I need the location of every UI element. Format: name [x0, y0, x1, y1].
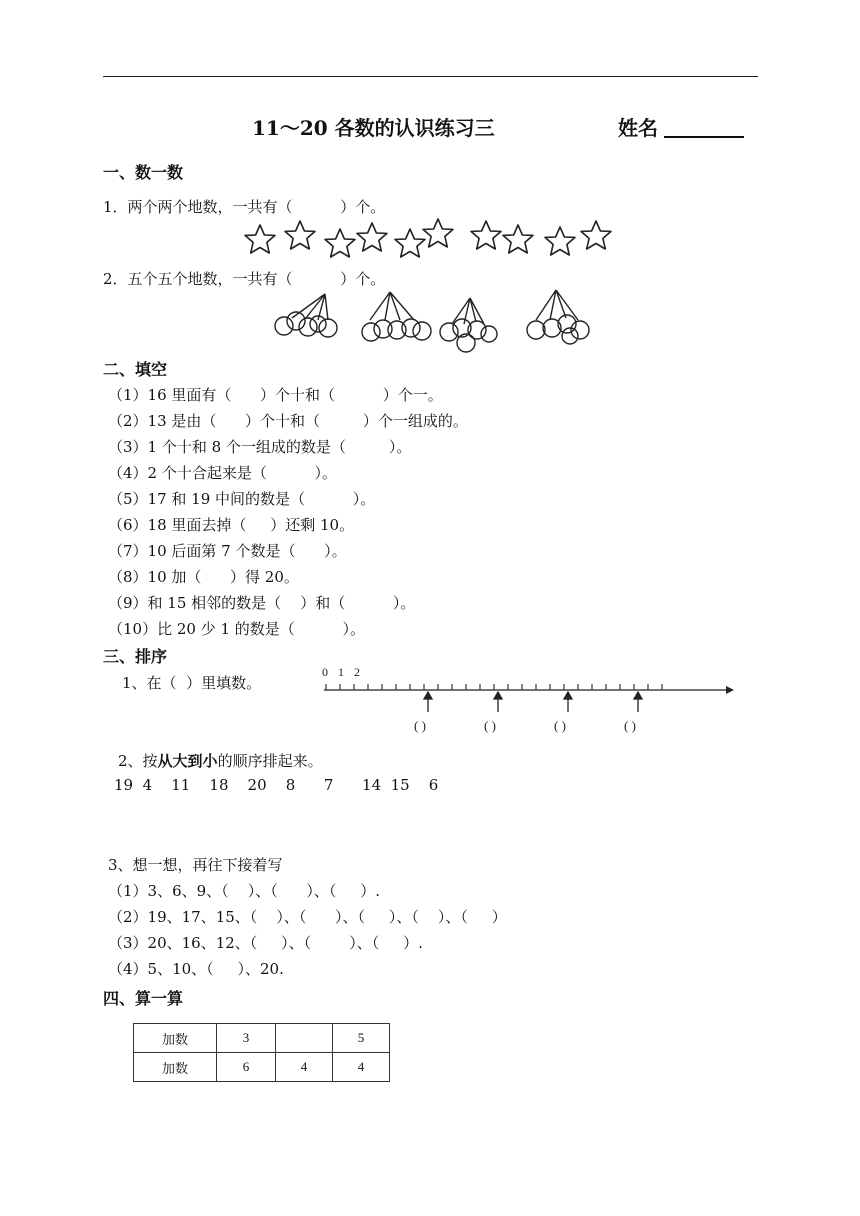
section3-heading: 三、排序 [103, 647, 168, 666]
fill-blank-item: （6）18 里面去掉（ ）还剩 10。 [108, 516, 355, 534]
section2-heading: 二、填空 [103, 360, 168, 379]
star-icon [325, 229, 355, 257]
tick-label: 0 [322, 665, 328, 679]
star-icon [285, 221, 315, 249]
numbers-to-sort: 19 4 11 18 20 8 7 14 15 6 [114, 776, 439, 794]
sort-question-2 [118, 750, 323, 771]
sequence-item: （4）5、10、（ ）、20. [108, 960, 284, 978]
answer-blank: ( ) [414, 718, 426, 733]
sort-question-1: 1、在（ ）里填数。 [122, 674, 262, 692]
star-icon [471, 221, 501, 249]
table-row [134, 1024, 390, 1053]
question-1: 1．两个两个地数，一共有（ ）个。 [103, 198, 386, 216]
sequence-question: 3、想一想，再往下接着写 [108, 856, 283, 874]
table-cell: 4 [276, 1053, 333, 1082]
fill-blank-item: （2）13 是由（ ）个十和（ ）个一组成的。 [108, 412, 468, 430]
cherry-bunch-icon [362, 292, 431, 341]
sort-q2-suffix: 的顺序排起来。 [217, 752, 323, 770]
addition-table [133, 1023, 390, 1082]
cherries-illustration [270, 288, 600, 356]
fill-blank-item: （8）10 加（ ）得 20。 [108, 568, 299, 586]
tick-label: 1 [338, 665, 344, 679]
section4-heading: 四、算一算 [103, 989, 184, 1008]
table-cell: 加数 [134, 1024, 217, 1053]
name-blank-line [664, 136, 744, 138]
table-cell: 5 [333, 1024, 390, 1053]
tick-label: 2 [354, 665, 360, 679]
axis-arrow-icon [726, 686, 734, 694]
sequence-item: （1）3、6、9、（ ）、（ ）、（ ）. [108, 882, 380, 900]
sort-q2-prefix: 2、按 [118, 752, 158, 770]
question-2: 2．五个五个地数，一共有（ ）个。 [103, 270, 386, 288]
answer-blank: ( ) [484, 718, 496, 733]
fill-blank-item: （1）16 里面有（ ）个十和（ ）个一。 [108, 386, 443, 404]
fill-blank-item: （9）和 15 相邻的数是（ ）和（ ）。 [108, 594, 416, 612]
answer-blank: ( ) [554, 718, 566, 733]
table-cell: 4 [333, 1053, 390, 1082]
star-icon [395, 229, 425, 257]
section1-heading: 一、数一数 [103, 163, 184, 182]
tick-marks [326, 684, 662, 690]
cherry-bunch-icon [527, 290, 589, 344]
star-icon [545, 227, 575, 255]
star-icon [245, 225, 275, 253]
fill-blank-item: （10）比 20 少 1 的数是（ ）。 [108, 620, 365, 638]
fill-blank-item: （5）17 和 19 中间的数是（ ）。 [108, 490, 376, 508]
cherry-bunch-icon [440, 298, 497, 352]
table-row [134, 1053, 390, 1082]
cherry-bunch-icon [275, 294, 337, 337]
fill-blank-item: （7）10 后面第 7 个数是（ ）。 [108, 542, 347, 560]
fill-blank-item: （4）2 个十合起来是（ ）。 [108, 464, 338, 482]
table-cell: 3 [217, 1024, 276, 1053]
star-icon [503, 225, 533, 253]
star-icon [357, 223, 387, 251]
star-icon [581, 221, 611, 249]
name-label: 姓名 [618, 116, 658, 140]
table-cell: 6 [217, 1053, 276, 1082]
top-rule [103, 76, 758, 77]
table-cell[interactable] [276, 1024, 333, 1053]
star-icon [423, 219, 453, 247]
number-line [318, 664, 738, 740]
sequence-item: （3）20、16、12、（ ）、（ ）、（ ）. [108, 934, 423, 952]
sequence-item: （2）19、17、15、（ ）、（ ）、（ ）、（ ）、（ ） [108, 908, 507, 926]
sort-q2-emphasis: 从大到小 [157, 752, 218, 770]
page-title: 11～20 各数的认识练习三 [252, 116, 495, 140]
table-cell: 加数 [134, 1053, 217, 1082]
answer-blank: ( ) [624, 718, 636, 733]
fill-blank-item: （3）1 个十和 8 个一组成的数是（ ）。 [108, 438, 412, 456]
stars-illustration [240, 216, 620, 264]
